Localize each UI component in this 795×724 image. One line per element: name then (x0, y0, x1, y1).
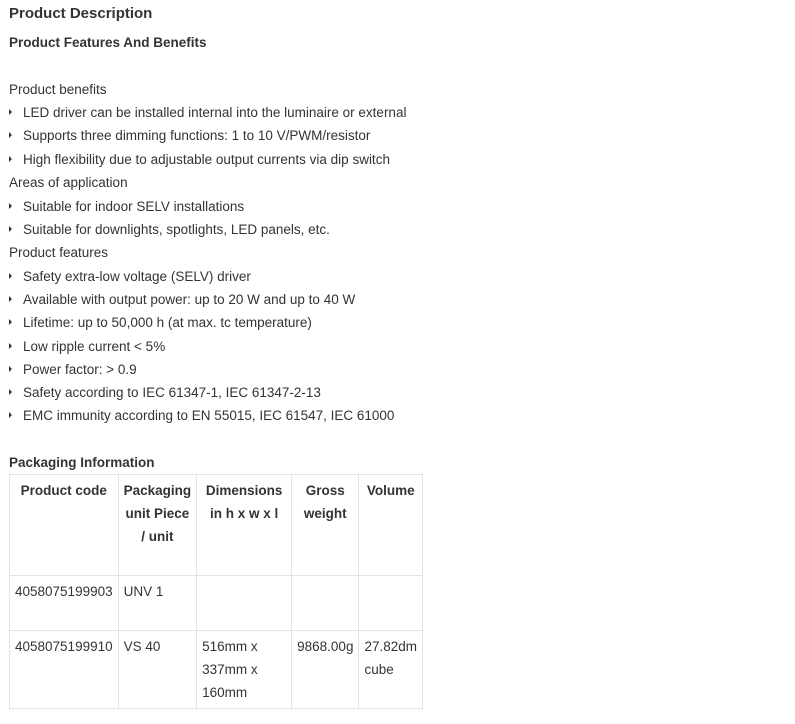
table-row (10, 631, 423, 709)
cell-packaging-unit: UNV 1 (118, 576, 197, 631)
packaging-title: Packaging Information (9, 455, 155, 470)
bullet-icon (9, 389, 12, 395)
bullet-icon (9, 366, 12, 372)
column-header-dimensions: Dimensions in h x w x l (197, 475, 292, 576)
cell-gross-weight (292, 576, 359, 631)
table-row (10, 576, 423, 631)
list-item: Available with output power: up to 20 W and up to 40 W (9, 292, 355, 307)
list-item: Power factor: > 0.9 (9, 362, 137, 377)
bullet-icon (9, 203, 12, 209)
section-heading-benefits: Product benefits (9, 82, 107, 97)
list-item: Safety extra-low voltage (SELV) driver (9, 269, 251, 284)
bullet-icon (9, 296, 12, 302)
list-item: Supports three dimming functions: 1 to 10 V/PWM/resistor (9, 128, 370, 143)
list-item: EMC immunity according to EN 55015, IEC 61547, IEC 61000 (9, 408, 394, 423)
list-item: Safety according to IEC 61347-1, IEC 61347-2-13 (9, 385, 321, 400)
packaging-table (9, 474, 423, 709)
list-item: Low ripple current < 5% (9, 339, 165, 354)
section-subtitle: Product Features And Benefits (9, 35, 207, 50)
bullet-icon (9, 273, 12, 279)
list-item: Lifetime: up to 50,000 h (at max. tc temperature) (9, 315, 312, 330)
column-header-gross-weight: Gross weight (292, 475, 359, 576)
column-header-volume: Volume (359, 475, 423, 576)
bullet-icon (9, 132, 12, 138)
cell-volume: 27.82dm cube (359, 631, 423, 709)
cell-volume (359, 576, 423, 631)
bullet-icon (9, 109, 12, 115)
list-item: Suitable for downlights, spotlights, LED panels, etc. (9, 222, 330, 237)
cell-dimensions: 516mm x 337mm x 160mm (197, 631, 292, 709)
bullet-icon (9, 156, 12, 162)
column-header-packaging-unit: Packaging unit Piece / unit (118, 475, 197, 576)
cell-packaging-unit: VS 40 (118, 631, 197, 709)
bullet-icon (9, 412, 12, 418)
section-heading-application: Areas of application (9, 175, 128, 190)
bullet-icon (9, 319, 12, 325)
cell-product-code: 4058075199910 (10, 631, 119, 709)
section-heading-features: Product features (9, 245, 109, 260)
cell-product-code: 4058075199903 (10, 576, 119, 631)
cell-dimensions (197, 576, 292, 631)
list-item: Suitable for indoor SELV installations (9, 199, 244, 214)
cell-gross-weight: 9868.00g (292, 631, 359, 709)
page-title: Product Description (9, 5, 153, 22)
column-header-product-code: Product code (10, 475, 119, 576)
bullet-icon (9, 226, 12, 232)
table-header-row (10, 475, 423, 576)
list-item: High flexibility due to adjustable output currents via dip switch (9, 152, 390, 167)
list-item: LED driver can be installed internal into the luminaire or external (9, 105, 406, 120)
bullet-icon (9, 343, 12, 349)
